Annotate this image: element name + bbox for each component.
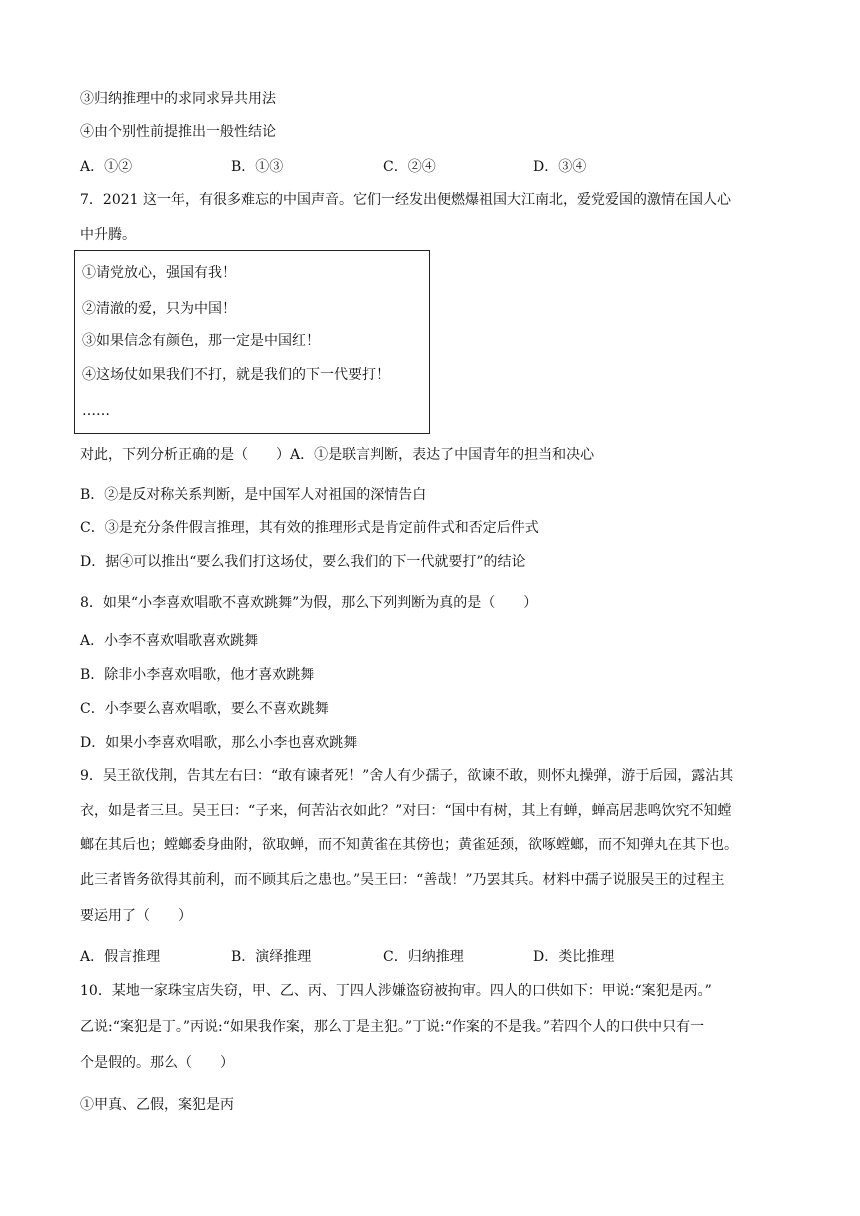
q7-quote-ellipsis: …… [82,403,110,419]
q10-item-1[interactable]: ①甲真、乙假，案犯是丙 [80,1097,234,1113]
q9-stem-line-5: 要运用了（ ） [80,908,192,924]
q8-option-b[interactable]: B．除非小李喜欢唱歌，他才喜欢跳舞 [80,667,315,683]
q7-question-with-option-a[interactable]: 对此，下列分析正确的是（ ）A．①是联言判断，表达了中国青年的担当和决心 [80,447,595,463]
q7-stem-line-2: 中升腾。 [80,227,136,243]
q9-stem-line-1: 9．吴王欲伐荆，告其左右曰：“敢有谏者死！”舍人有少孺子，欲谏不敢，则怀丸操弹，游于后园，露沾其 [80,768,734,784]
q7-quote-1: ①请党放心，强国有我！ [82,265,236,281]
q9-stem-line-2: 衣，如是者三旦。吴王曰：“子来，何苦沾衣如此？”对曰：“国中有树，其上有蝉，蝉高居悲鸣饮究不知螳 [80,803,732,819]
q10-stem-line-1: 10．某地一家珠宝店失窃，甲、乙、丙、丁四人涉嫌盗窃被拘审。四人的口供如下：甲说:“案犯是丙。” [80,983,712,999]
q9-option-d[interactable]: D．类比推理 [533,949,615,965]
q6-option-c[interactable]: C．②④ [383,159,436,175]
q6-option-d[interactable]: D．③④ [533,159,587,175]
q8-option-a[interactable]: A．小李不喜欢唱歌喜欢跳舞 [80,633,259,649]
q7-option-d[interactable]: D．据④可以推出“要么我们打这场仗，要么我们的下一代就要打”的结论 [80,554,526,570]
q9-option-b[interactable]: B．演绎推理 [231,949,312,965]
q6-option-b[interactable]: B．①③ [231,159,284,175]
q6-option-a[interactable]: A．①② [80,159,133,175]
q9-stem-line-4: 此三者皆务欲得其前利，而不顾其后之患也。”吴王曰：“善哉！”乃罢其兵。材料中孺子说服吴王的过程主 [80,872,725,888]
q8-option-c[interactable]: C．小李要么喜欢唱歌，要么不喜欢跳舞 [80,701,329,717]
q7-quote-2: ②清澈的爱，只为中国！ [82,301,236,317]
q7-option-c[interactable]: C．③是充分条件假言推理，其有效的推理形式是肯定前件式和否定后件式 [80,520,539,536]
q7-quote-box [74,250,430,434]
q6-item-4: ④由个别性前提推出一般性结论 [80,124,276,140]
q7-option-b[interactable]: B．②是反对称关系判断，是中国军人对祖国的深情告白 [80,487,427,503]
q8-option-d[interactable]: D．如果小李喜欢唱歌，那么小李也喜欢跳舞 [80,735,358,751]
q7-quote-4: ④这场仗如果我们不打，就是我们的下一代要打！ [82,367,390,383]
q8-stem: 8．如果“小李喜欢唱歌不喜欢跳舞”为假，那么下列判断为真的是（ ） [80,595,538,611]
q6-item-3: ③归纳推理中的求同求异共用法 [80,91,276,107]
q7-quote-3: ③如果信念有颜色，那一定是中国红！ [82,333,320,349]
q10-stem-line-3: 个是假的。那么（ ） [80,1055,234,1071]
q7-stem-line-1: 7．2021 这一年，有很多难忘的中国声音。它们一经发出便燃爆祖国大江南北，爱党爱国的激情在国人心 [80,192,731,208]
q10-stem-line-2: 乙说:“案犯是丁。”丙说:“如果我作案，那么丁是主犯。”丁说:“作案的不是我。”若四个人的口供中只有一 [80,1019,705,1035]
q9-option-a[interactable]: A．假言推理 [80,949,161,965]
q9-option-c[interactable]: C．归纳推理 [383,949,464,965]
q9-stem-line-3: 螂在其后也；螳螂委身曲附，欲取蝉，而不知黄雀在其傍也；黄雀延颈，欲啄螳螂，而不知弹丸在其下也。 [80,837,738,853]
